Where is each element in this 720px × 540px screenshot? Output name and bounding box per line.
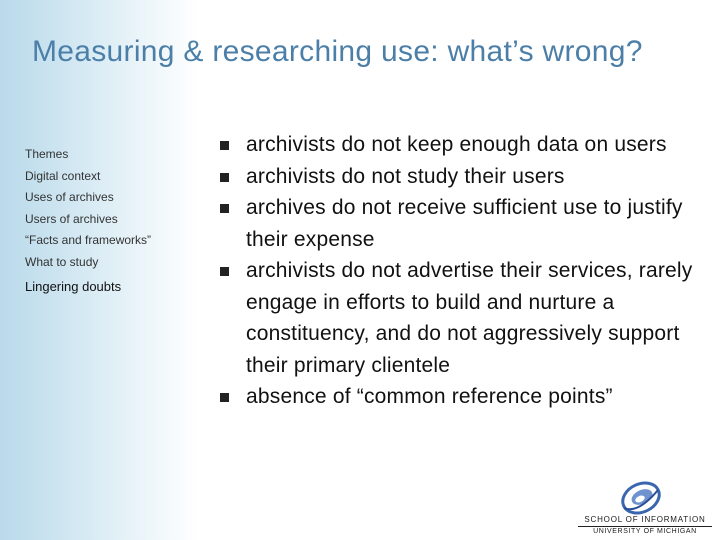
nav-item-uses-of-archives[interactable]: Uses of archives	[25, 190, 114, 205]
nav-item-what-to-study[interactable]: What to study	[25, 254, 99, 269]
bullet-text: archivists do not keep enough data on users	[246, 133, 667, 156]
bullet-item	[218, 129, 698, 161]
nav-item-users-of-archives[interactable]: Users of archives	[25, 211, 118, 226]
university-name: UNIVERSITY OF MICHIGAN	[593, 528, 697, 535]
school-name: SCHOOL OF INFORMATION	[578, 515, 712, 527]
school-logo-icon	[618, 478, 664, 518]
nav-item-digital-context[interactable]: Digital context	[25, 168, 101, 183]
bullet-text: archives do not receive sufficient use to justify their expense	[246, 196, 683, 251]
nav-item-facts-and-frameworks[interactable]: “Facts and frameworks”	[25, 233, 152, 248]
bullet-item	[218, 255, 698, 381]
bullet-text: absence of “common reference points”	[246, 385, 613, 408]
bullet-item	[218, 381, 698, 413]
bullet-item	[218, 192, 698, 255]
footer-branding	[578, 515, 712, 537]
bullet-list	[218, 129, 698, 413]
square-bullet-icon	[220, 204, 229, 213]
slide-title: Measuring & researching use: what’s wrong?	[32, 35, 643, 68]
section-nav	[25, 144, 195, 297]
nav-item-lingering-doubts[interactable]: Lingering doubts	[25, 278, 122, 294]
square-bullet-icon	[220, 267, 229, 276]
square-bullet-icon	[220, 173, 229, 182]
nav-item-themes[interactable]: Themes	[25, 147, 69, 161]
bullet-text: archivists do not advertise their services, rarely engage in efforts to build and nurture a constituency, and do not aggressively support their primary clientele	[246, 259, 693, 377]
square-bullet-icon	[220, 141, 229, 150]
square-bullet-icon	[220, 393, 229, 402]
bullet-text: archivists do not study their users	[246, 164, 565, 188]
bullet-item	[218, 161, 698, 193]
